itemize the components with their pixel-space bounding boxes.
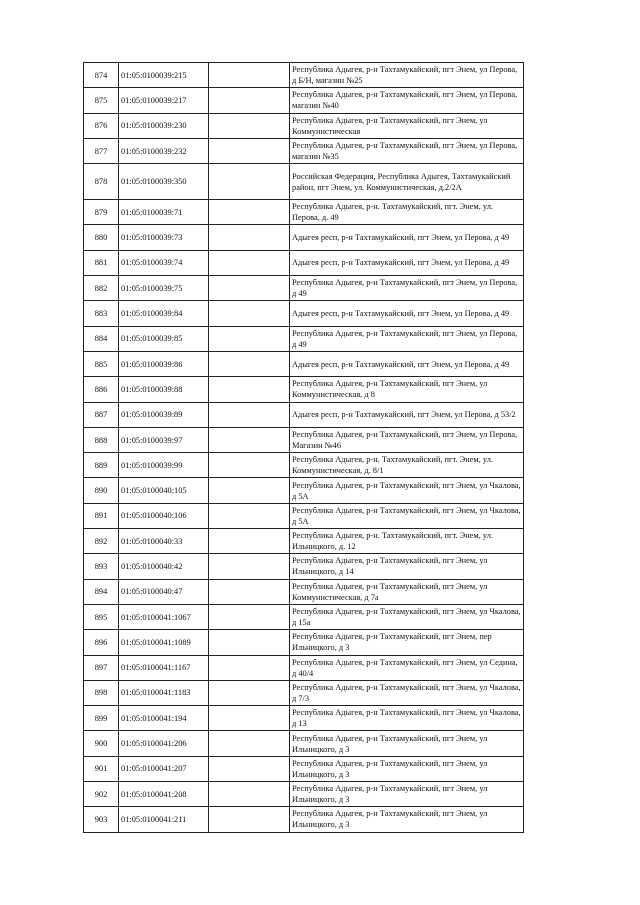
registry-table-body: [84, 63, 524, 833]
address-cell: Республика Адыгея, р-н Тахтамукайский, пгт Энем, ул Ильницкого, д 3: [290, 756, 524, 781]
row-number: 890: [84, 478, 119, 503]
table-row: [84, 579, 524, 604]
address-cell: Республика Адыгея, р-н Тахтамукайский, пгт Энем, ул Коммунистическая, д 7а: [290, 579, 524, 604]
address-cell: Республика Адыгея, р-н Тахтамукайский, пгт Энем, ул Чкалова, д 5А: [290, 478, 524, 503]
table-row: [84, 326, 524, 351]
row-number: 899: [84, 706, 119, 731]
address-cell: Адыгея респ, р-н Тахтамукайский, пгт Энем, ул Перова, д 49: [290, 351, 524, 376]
empty-cell: [209, 731, 290, 756]
table-row: [84, 453, 524, 478]
cadastral-number: 01:05:0100039:88: [119, 377, 209, 402]
address-cell: Республика Адыгея, р-н Тахтамукайский, пгт Энем, ул Перова, магазин №35: [290, 138, 524, 163]
empty-cell: [209, 113, 290, 138]
empty-cell: [209, 326, 290, 351]
cadastral-number: 01:05:0100039:85: [119, 326, 209, 351]
empty-cell: [209, 655, 290, 680]
cadastral-number: 01:05:0100041:211: [119, 807, 209, 832]
empty-cell: [209, 579, 290, 604]
row-number: 889: [84, 453, 119, 478]
empty-cell: [209, 301, 290, 326]
row-number: 880: [84, 225, 119, 250]
empty-cell: [209, 200, 290, 225]
row-number: 896: [84, 630, 119, 655]
cadastral-number: 01:05:0100039:230: [119, 113, 209, 138]
address-cell: Республика Адыгея, р-н Тахтамукайский, пгт Энем, ул Коммунистическая: [290, 113, 524, 138]
table-row: [84, 402, 524, 427]
empty-cell: [209, 250, 290, 275]
address-cell: Адыгея респ, р-н Тахтамукайский, пгт Энем, ул Перова, д 49: [290, 225, 524, 250]
row-number: 888: [84, 427, 119, 452]
row-number: 884: [84, 326, 119, 351]
row-number: 877: [84, 138, 119, 163]
address-cell: Адыгея респ, р-н Тахтамукайский, пгт Энем, ул Перова, д 49: [290, 250, 524, 275]
table-row: [84, 680, 524, 705]
empty-cell: [209, 351, 290, 376]
row-number: 887: [84, 402, 119, 427]
cadastral-number: 01:05:0100039:84: [119, 301, 209, 326]
cadastral-number: 01:05:0100041:208: [119, 782, 209, 807]
cadastral-number: 01:05:0100039:215: [119, 63, 209, 88]
row-number: 895: [84, 604, 119, 629]
address-cell: Республика Адыгея, р-н Тахтамукайский, пгт Энем, ул Ильницкого, д 3: [290, 782, 524, 807]
row-number: 900: [84, 731, 119, 756]
cadastral-number: 01:05:0100040:106: [119, 503, 209, 528]
empty-cell: [209, 225, 290, 250]
address-cell: Республика Адыгея, р-н Тахтамукайский, пгт Энем, ул Перова, д 49: [290, 326, 524, 351]
cadastral-number: 01:05:0100040:33: [119, 529, 209, 554]
address-cell: Республика Адыгея, р-н Тахтамукайский, пгт Энем, ул Чкалова, д 15а: [290, 604, 524, 629]
row-number: 878: [84, 164, 119, 200]
cadastral-number: 01:05:0100039:97: [119, 427, 209, 452]
cadastral-number: 01:05:0100039:74: [119, 250, 209, 275]
table-row: [84, 756, 524, 781]
cadastral-number: 01:05:0100039:75: [119, 276, 209, 301]
address-cell: Республика Адыгея, р-н Тахтамукайский, пгт Энем, ул Перова, магазин №40: [290, 88, 524, 113]
row-number: 898: [84, 680, 119, 705]
row-number: 876: [84, 113, 119, 138]
cadastral-number: 01:05:0100041:207: [119, 756, 209, 781]
empty-cell: [209, 782, 290, 807]
empty-cell: [209, 63, 290, 88]
address-cell: Республика Адыгея, р-н Тахтамукайский, пгт Энем, ул Перова, Магазин №46: [290, 427, 524, 452]
row-number: 881: [84, 250, 119, 275]
row-number: 897: [84, 655, 119, 680]
row-number: 875: [84, 88, 119, 113]
empty-cell: [209, 503, 290, 528]
table-row: [84, 164, 524, 200]
empty-cell: [209, 402, 290, 427]
cadastral-number: 01:05:0100039:71: [119, 200, 209, 225]
row-number: 894: [84, 579, 119, 604]
row-number: 893: [84, 554, 119, 579]
table-row: [84, 554, 524, 579]
address-cell: Республика Адыгея, р-н Тахтамукайский, пгт Энем, ул Чкалова, д 5А: [290, 503, 524, 528]
empty-cell: [209, 807, 290, 832]
cadastral-number: 01:05:0100039:232: [119, 138, 209, 163]
empty-cell: [209, 756, 290, 781]
address-cell: Республика Адыгея, р-н Тахтамукайский, пгт Энем, ул Перова, д 49: [290, 276, 524, 301]
table-row: [84, 604, 524, 629]
cadastral-number: 01:05:0100039:89: [119, 402, 209, 427]
address-cell: Адыгея респ, р-н Тахтамукайский, пгт Энем, ул Перова, д 53/2: [290, 402, 524, 427]
empty-cell: [209, 453, 290, 478]
cadastral-number: 01:05:0100041:194: [119, 706, 209, 731]
address-cell: Республика Адыгея, р-н Тахтамукайский, пгт Энем, ул Седина, д 40/4: [290, 655, 524, 680]
empty-cell: [209, 680, 290, 705]
address-cell: Адыгея респ, р-н Тахтамукайский, пгт Энем, ул Перова, д 49: [290, 301, 524, 326]
empty-cell: [209, 138, 290, 163]
registry-table: [83, 62, 524, 833]
cadastral-number: 01:05:0100039:99: [119, 453, 209, 478]
address-cell: Республика Адыгея, р-н. Тахтамукайский, пгт. Энем, ул. Ильницкого, д. 12: [290, 529, 524, 554]
table-row: [84, 427, 524, 452]
empty-cell: [209, 276, 290, 301]
table-row: [84, 88, 524, 113]
cadastral-number: 01:05:0100041:1183: [119, 680, 209, 705]
table-row: [84, 807, 524, 832]
row-number: 903: [84, 807, 119, 832]
table-row: [84, 731, 524, 756]
row-number: 882: [84, 276, 119, 301]
table-row: [84, 503, 524, 528]
table-row: [84, 200, 524, 225]
cadastral-number: 01:05:0100041:1167: [119, 655, 209, 680]
table-row: [84, 630, 524, 655]
row-number: 874: [84, 63, 119, 88]
table-row: [84, 63, 524, 88]
empty-cell: [209, 478, 290, 503]
address-cell: Республика Адыгея, р-н. Тахтамукайский, пгт. Энем, ул. Перова, д. 49: [290, 200, 524, 225]
address-cell: Российская Федерация, Республика Адыгея, Тахтамукайский район, пгт Энем, ул. Коммунистическая, д.2/2А: [290, 164, 524, 200]
empty-cell: [209, 529, 290, 554]
cadastral-number: 01:05:0100041:1067: [119, 604, 209, 629]
row-number: 892: [84, 529, 119, 554]
cadastral-number: 01:05:0100039:350: [119, 164, 209, 200]
address-cell: Республика Адыгея, р-н Тахтамукайский, пгт Энем, ул Перова, д Б/Н, магазин №25: [290, 63, 524, 88]
empty-cell: [209, 604, 290, 629]
row-number: 883: [84, 301, 119, 326]
cadastral-number: 01:05:0100040:42: [119, 554, 209, 579]
cadastral-number: 01:05:0100040:105: [119, 478, 209, 503]
table-row: [84, 301, 524, 326]
address-cell: Республика Адыгея, р-н Тахтамукайский, пгт Энем, ул Ильницкого, д 3: [290, 807, 524, 832]
row-number: 901: [84, 756, 119, 781]
row-number: 886: [84, 377, 119, 402]
table-row: [84, 113, 524, 138]
table-row: [84, 706, 524, 731]
table-row: [84, 478, 524, 503]
cadastral-number: 01:05:0100040:47: [119, 579, 209, 604]
cadastral-number: 01:05:0100041:206: [119, 731, 209, 756]
row-number: 879: [84, 200, 119, 225]
cadastral-number: 01:05:0100039:73: [119, 225, 209, 250]
table-row: [84, 250, 524, 275]
address-cell: Республика Адыгея, р-н Тахтамукайский, пгт Энем, ул Ильницкого, д 3: [290, 731, 524, 756]
table-row: [84, 655, 524, 680]
empty-cell: [209, 630, 290, 655]
table-row: [84, 782, 524, 807]
address-cell: Республика Адыгея, р-н Тахтамукайский, пгт Энем, пер Ильницкого, д 3: [290, 630, 524, 655]
empty-cell: [209, 164, 290, 200]
empty-cell: [209, 554, 290, 579]
table-row: [84, 351, 524, 376]
address-cell: Республика Адыгея, р-н. Тахтамукайский, пгт. Энем, ул. Коммунистическая, д. 8/1: [290, 453, 524, 478]
table-row: [84, 276, 524, 301]
table-row: [84, 138, 524, 163]
cadastral-number: 01:05:0100039:86: [119, 351, 209, 376]
cadastral-number: 01:05:0100041:1089: [119, 630, 209, 655]
empty-cell: [209, 377, 290, 402]
address-cell: Республика Адыгея, р-н Тахтамукайский, пгт Энем, ул Коммунистическая, д 8: [290, 377, 524, 402]
empty-cell: [209, 88, 290, 113]
row-number: 885: [84, 351, 119, 376]
table-row: [84, 529, 524, 554]
address-cell: Республика Адыгея, р-н Тахтамукайский, пгт Энем, ул Чкалова, д 7/3: [290, 680, 524, 705]
table-row: [84, 377, 524, 402]
table-row: [84, 225, 524, 250]
empty-cell: [209, 427, 290, 452]
row-number: 902: [84, 782, 119, 807]
cadastral-number: 01:05:0100039:217: [119, 88, 209, 113]
row-number: 891: [84, 503, 119, 528]
empty-cell: [209, 706, 290, 731]
address-cell: Республика Адыгея, р-н Тахтамукайский, пгт Энем, ул Чкалова, д 13: [290, 706, 524, 731]
address-cell: Республика Адыгея, р-н Тахтамукайский, пгт Энем, ул Ильницкого, д 14: [290, 554, 524, 579]
